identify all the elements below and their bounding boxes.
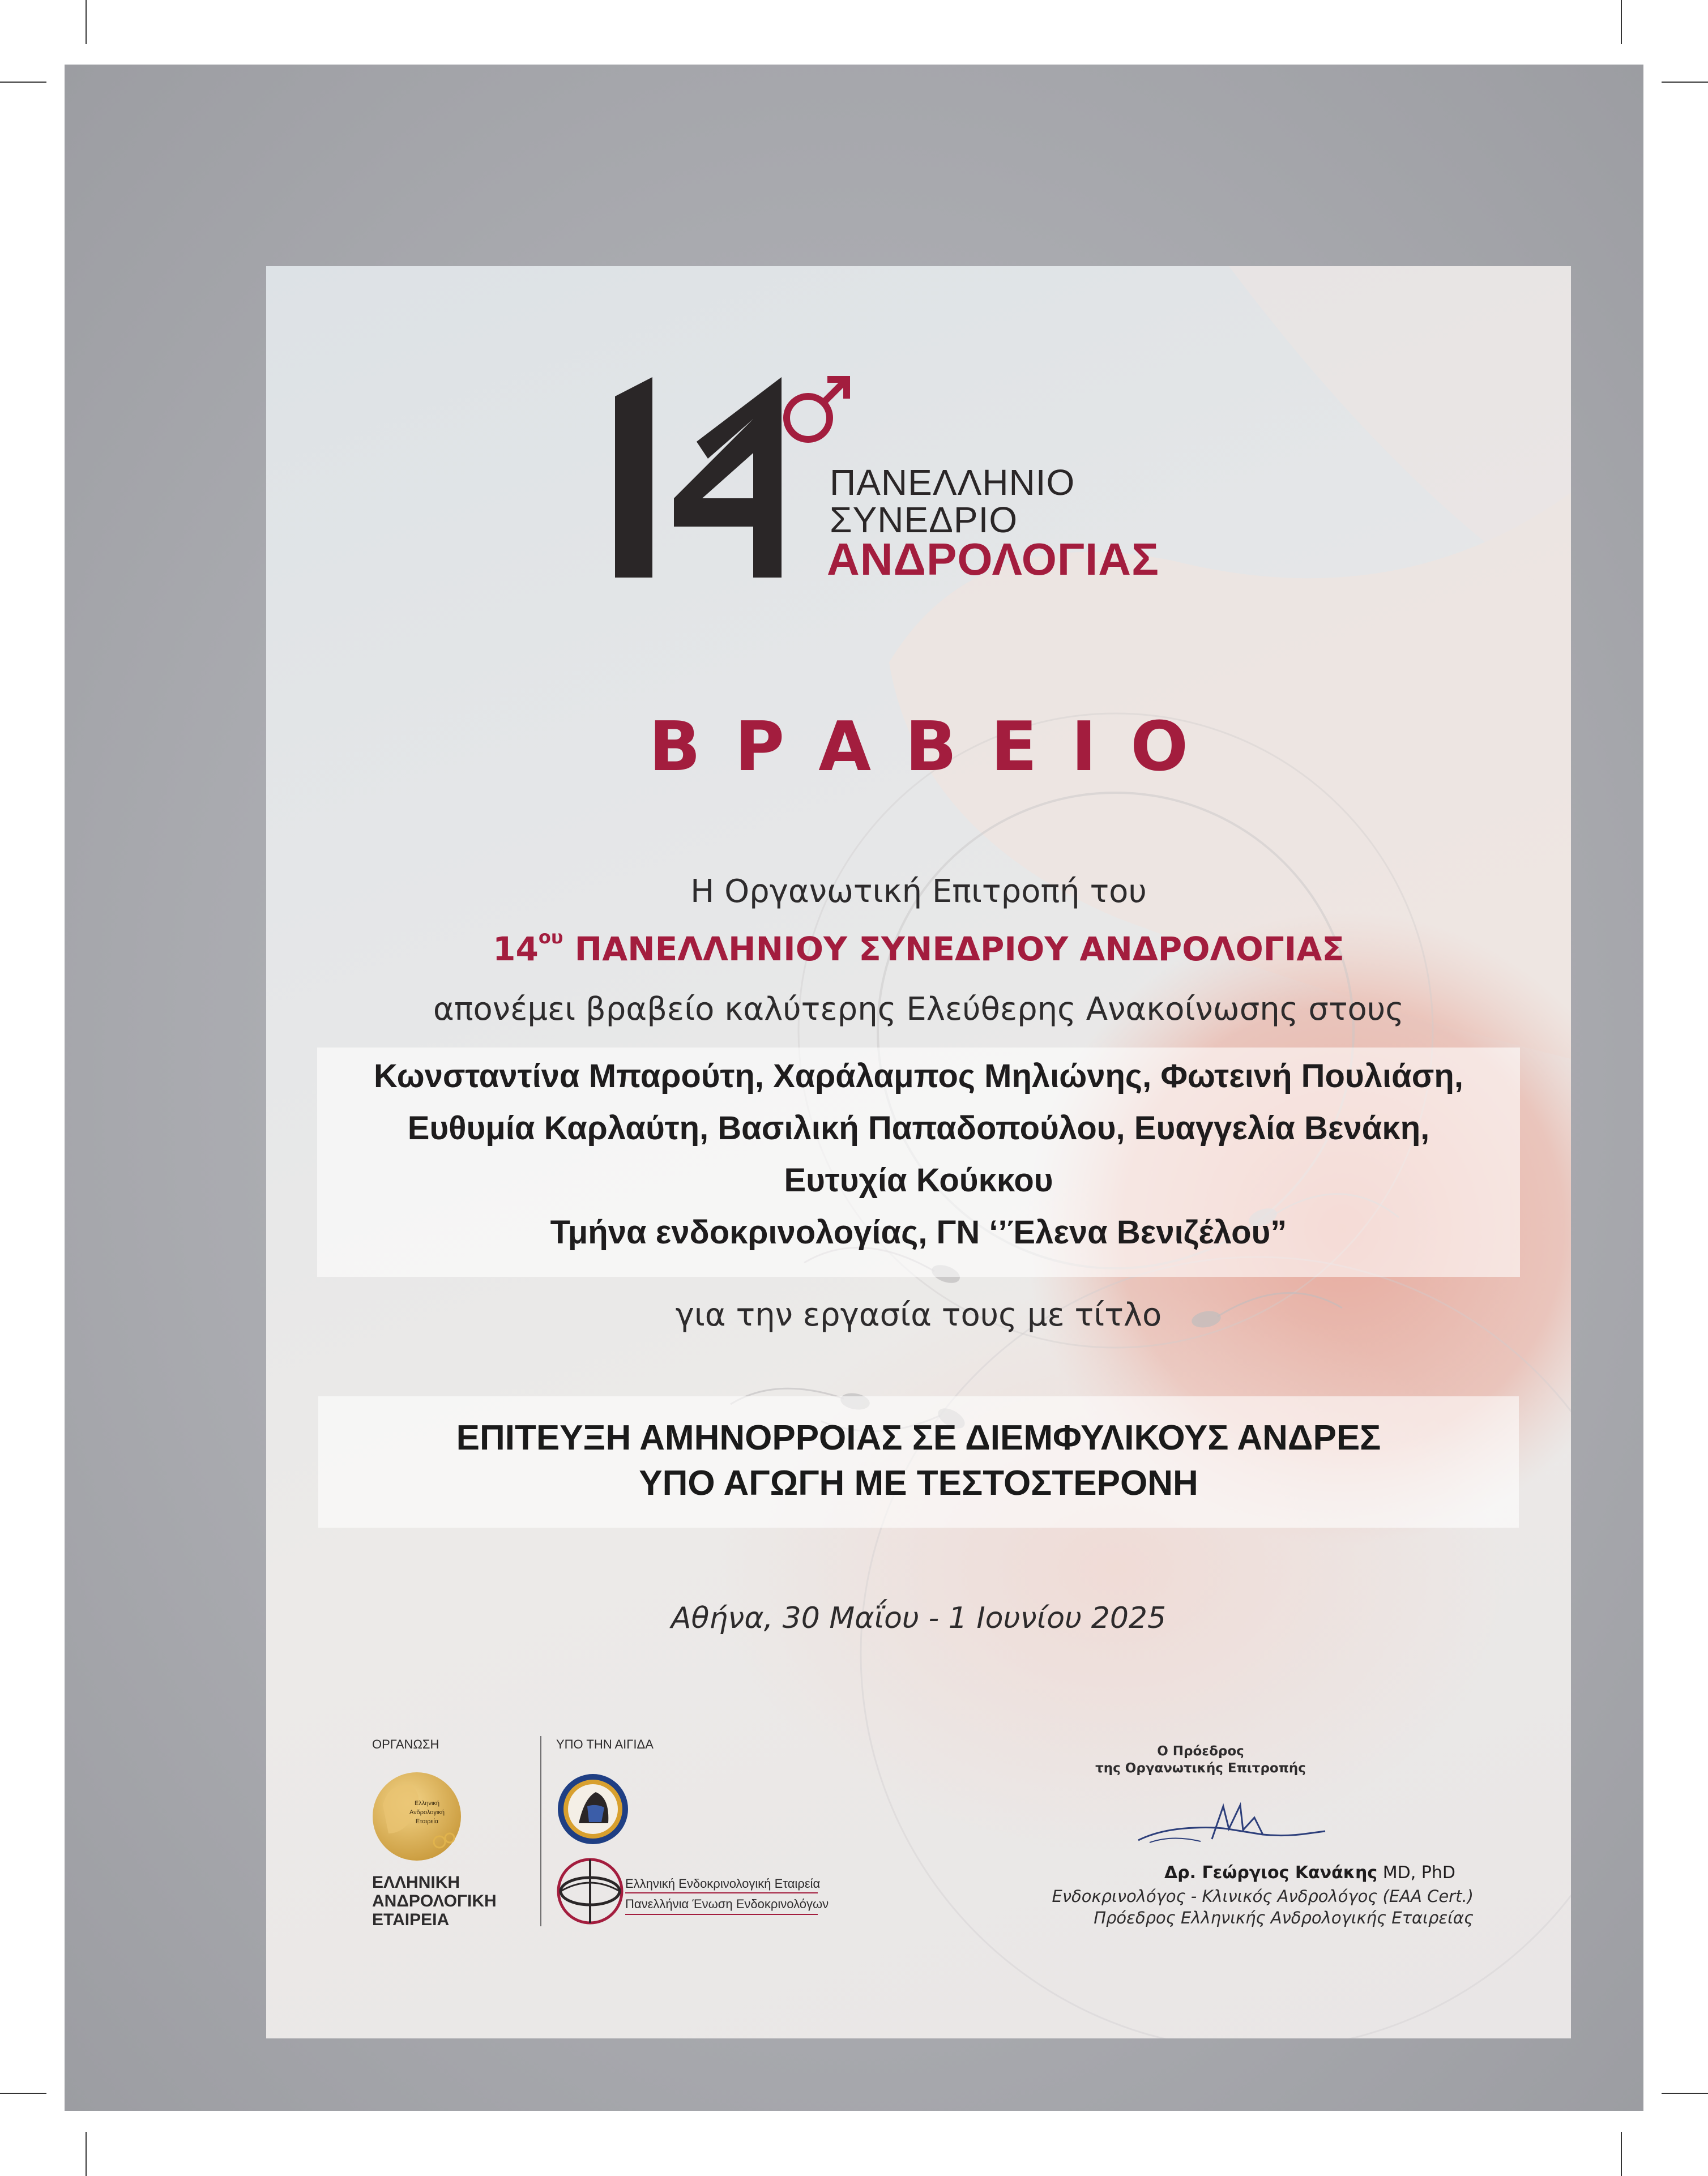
male-symbol-icon xyxy=(779,374,852,447)
org-name xyxy=(372,1873,497,1929)
endocrine-seal xyxy=(556,1772,630,1846)
congress-name xyxy=(266,926,1571,968)
org-name-line-3: ΕΤΑΙΡΕΙΑ xyxy=(372,1910,450,1929)
work-title-line-2: ΥΠΟ ΑΓΩΓΗ ΜΕ ΤΕΣΤΟΣΤΕΡΟΝΗ xyxy=(639,1464,1198,1503)
crop-mark xyxy=(1621,2132,1622,2176)
congress-number: 14 xyxy=(493,930,539,968)
certificate-frame xyxy=(65,65,1643,2111)
signer-degree: MD, PhD xyxy=(1377,1863,1455,1883)
intro-line-1: Η Οργανωτική Επιτροπή του xyxy=(690,873,1147,910)
seal-text-1: Ελληνική xyxy=(414,1800,440,1807)
president-title-line-2: της Οργανωτικής Επιτροπής xyxy=(1095,1761,1306,1776)
certificate-paper xyxy=(266,266,1571,2038)
work-title xyxy=(266,1416,1571,1506)
crop-mark xyxy=(1662,2093,1708,2094)
signer xyxy=(889,1863,1455,1883)
crop-mark xyxy=(1662,82,1708,83)
date-place: Αθήνα, 30 Μαΐου - 1 Ιουνίου 2025 xyxy=(671,1601,1167,1635)
signer-role-2: Πρόεδρος Ελληνικής Ανδρολογικής Εταιρείας xyxy=(1094,1908,1474,1927)
president-title xyxy=(1042,1743,1359,1777)
crop-mark xyxy=(0,82,46,83)
endo-society-rule xyxy=(625,1892,818,1893)
organization-label: ΟΡΓΑΝΩΣΗ xyxy=(372,1737,439,1751)
seal-text-3: Εταιρεία xyxy=(415,1818,439,1825)
endo-union-name: Πανελλήνια Ένωση Ενδοκρινολόγων xyxy=(625,1897,829,1911)
congress-rest: ΠΑΝΕΛΛΗΝΙΟΥ ΣΥΝΕΔΡΙΟΥ ΑΝΔΡΟΛΟΓΙΑΣ xyxy=(563,930,1344,968)
president-title-line-1: Ο Πρόεδρος xyxy=(1157,1744,1244,1759)
logo-line-3: ΑΝΔΡΟΛΟΓΙΑΣ xyxy=(827,534,1160,584)
logo-line-2: ΣΥΝΕΔΡΙΟ xyxy=(830,499,1018,540)
footer-divider xyxy=(540,1736,541,1926)
auspices-label: ΥΠΟ ΤΗΝ ΑΙΓΙΔΑ xyxy=(556,1737,654,1751)
org-name-line-1: ΕΛΛΗΝΙΚΗ xyxy=(372,1873,460,1892)
crop-mark xyxy=(86,2132,87,2176)
congress-suffix: ου xyxy=(538,926,563,948)
signer-role-1: Ενδοκρινολόγος - Κλινικός Ανδρολόγος (EAA Cert.) xyxy=(1052,1887,1474,1906)
signer-roles xyxy=(832,1886,1474,1929)
signature xyxy=(1127,1795,1342,1857)
award-title: ΒΡΑΒΕΙΟ xyxy=(648,708,1223,786)
endocrine-society-logo xyxy=(556,1857,624,1925)
recipients-line-1: Κωνσταντίνα Μπαρούτη, Χαράλαμπος Μηλιώνης, Φωτεινή Πουλιάση, xyxy=(374,1058,1463,1095)
crop-mark xyxy=(0,2093,46,2094)
crop-mark xyxy=(1621,0,1622,44)
recipients-line-2: Ευθυμία Καρλαύτη, Βασιλική Παπαδοπούλου, Ευαγγελία Βενάκη, xyxy=(407,1110,1430,1147)
logo-line-1: ΠΑΝΕΛΛΗΝΙΟ xyxy=(830,462,1075,503)
for-work-text: για την εργασία τους με τίτλο xyxy=(675,1297,1162,1333)
andrology-society-seal xyxy=(372,1771,462,1862)
endo-society-name: Ελληνική Ενδοκρινολογική Εταιρεία xyxy=(625,1876,821,1891)
seal-text-2: Ανδρολογική xyxy=(409,1809,445,1816)
recipients xyxy=(266,1050,1571,1259)
crop-mark xyxy=(86,0,87,44)
org-name-line-2: ΑΝΔΡΟΛΟΓΙΚΗ xyxy=(372,1892,497,1910)
recipients-line-3: Ευτυχία Κούκκου xyxy=(784,1162,1053,1199)
work-title-line-1: ΕΠΙΤΕΥΞΗ ΑΜΗΝΟΡΡΟΙΑΣ ΣΕ ΔΙΕΜΦΥΛΙΚΟΥΣ ΑΝΔΡΕΣ xyxy=(456,1418,1381,1457)
endo-society-rule-2 xyxy=(625,1914,818,1915)
signer-name: Δρ. Γεώργιος Κανάκης xyxy=(1164,1863,1378,1883)
recipients-affiliation: Τμήνα ενδοκρινολογίας, ΓΝ ‘’Έλενα Βενιζέλου” xyxy=(550,1214,1287,1251)
intro-line-3: απονέμει βραβείο καλύτερης Ελεύθερης Ανακοίνωσης στους xyxy=(433,991,1404,1028)
